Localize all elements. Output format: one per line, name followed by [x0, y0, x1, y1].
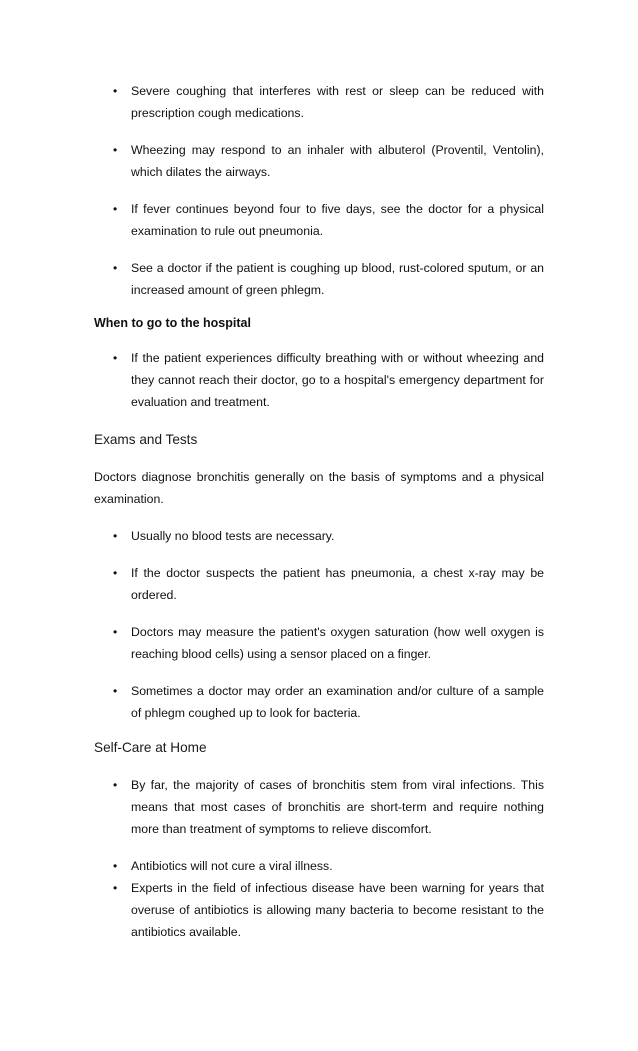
list-item — [0, 347, 544, 413]
list-item — [0, 198, 544, 242]
bullet-icon: • — [113, 351, 118, 365]
bullet-icon: • — [113, 625, 118, 639]
exams-intro-paragraph: Doctors diagnose bronchitis generally on the basis of symptoms and a physical examination. — [94, 470, 544, 506]
list-item-text: If the patient experiences difficulty breathing with or without wheezing and they cannot reach their doctor, go to a hospital's emergency department for evaluation and treatment. — [131, 351, 544, 409]
bullet-icon: • — [113, 881, 118, 895]
list-item-text: If the doctor suspects the patient has pneumonia, a chest x-ray may be ordered. — [131, 566, 544, 602]
list-item-text: By far, the majority of cases of bronchitis stem from viral infections. This means that most cases of bronchitis are short-term and require nothing more than treatment of symptoms to relieve discomfort. — [131, 778, 544, 836]
list-item — [0, 855, 544, 877]
list-item — [0, 877, 544, 943]
list-item — [0, 680, 544, 724]
list-item-text: Doctors may measure the patient's oxygen saturation (how well oxygen is reaching blood cells) using a sensor placed on a finger. — [131, 625, 544, 661]
selfcare-list — [0, 774, 544, 943]
exams-heading: Exams and Tests — [94, 432, 198, 447]
list-item — [0, 257, 544, 301]
list-item — [0, 139, 544, 183]
bullet-icon: • — [113, 261, 118, 275]
bullet-icon: • — [113, 529, 118, 543]
bullet-icon: • — [113, 859, 118, 873]
selfcare-heading: Self-Care at Home — [94, 740, 207, 755]
bullet-icon: • — [113, 202, 118, 216]
list-item — [0, 525, 544, 547]
bullet-icon: • — [113, 84, 118, 98]
symptom-treatment-list — [0, 80, 544, 301]
bullet-icon: • — [113, 566, 118, 580]
bullet-icon: • — [113, 778, 118, 792]
list-item — [0, 621, 544, 665]
list-item-text: Wheezing may respond to an inhaler with albuterol (Proventil, Ventolin), which dilates the airways. — [131, 143, 544, 179]
list-item-text: Severe coughing that interferes with rest or sleep can be reduced with prescription cough medications. — [131, 84, 544, 120]
list-item — [0, 562, 544, 606]
list-item-text: Usually no blood tests are necessary. — [131, 529, 335, 543]
list-item-text: Antibiotics will not cure a viral illness. — [131, 859, 333, 873]
list-item — [0, 80, 544, 124]
hospital-heading: When to go to the hospital — [94, 316, 251, 330]
bullet-icon: • — [113, 684, 118, 698]
list-item-text: See a doctor if the patient is coughing up blood, rust-colored sputum, or an increased amount of green phlegm. — [131, 261, 544, 297]
list-item-text: Experts in the field of infectious disease have been warning for years that overuse of antibiotics is allowing many bacteria to become resistant to the antibiotics available. — [131, 881, 544, 939]
list-item-text: Sometimes a doctor may order an examination and/or culture of a sample of phlegm coughed up to look for bacteria. — [131, 684, 544, 720]
list-item-text: If fever continues beyond four to five days, see the doctor for a physical examination to rule out pneumonia. — [131, 202, 544, 238]
list-item — [0, 774, 544, 840]
exams-list — [0, 525, 544, 724]
bullet-icon: • — [113, 143, 118, 157]
hospital-list — [0, 347, 544, 413]
